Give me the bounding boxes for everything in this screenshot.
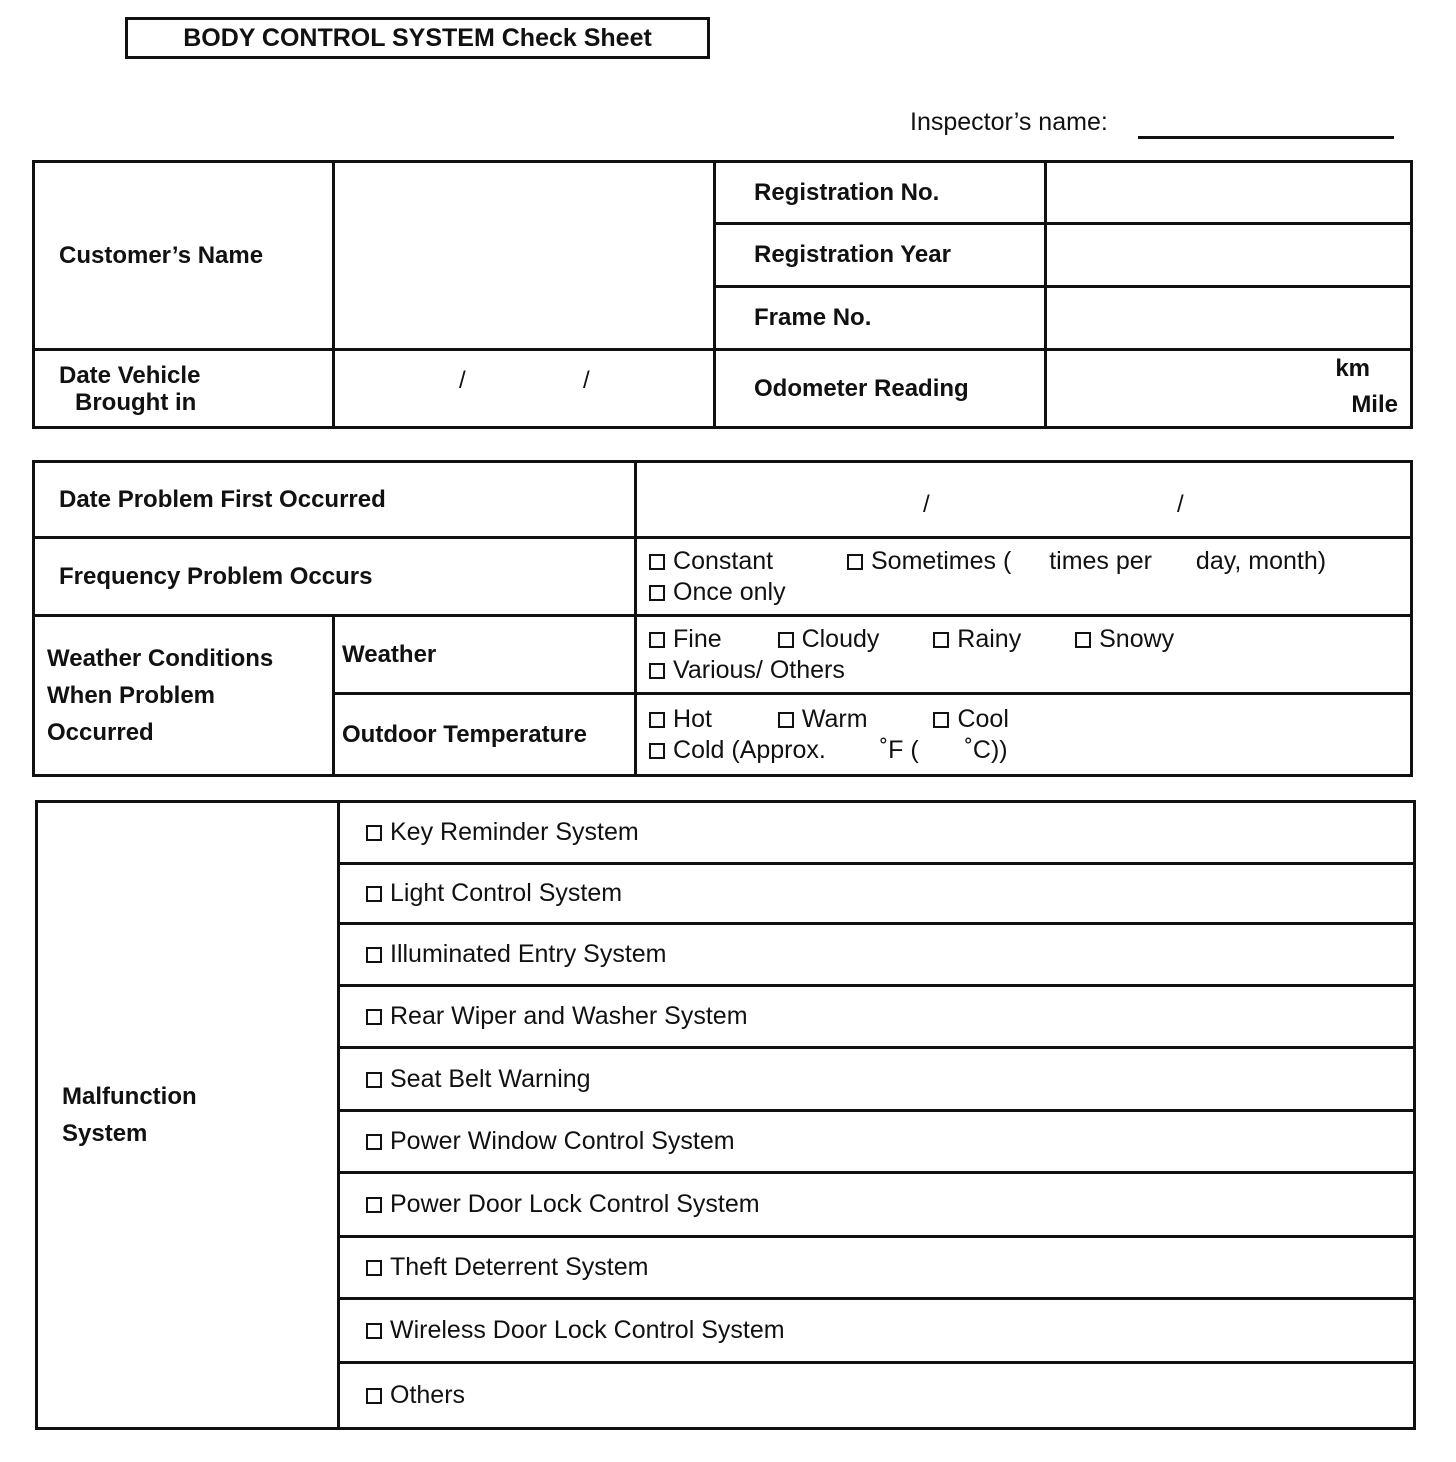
malfunction-item <box>339 1299 1415 1363</box>
freq-day-month-label: day, month) <box>1195 546 1327 575</box>
problem-date-slash-1: / <box>923 491 930 518</box>
weather-label: Weather <box>334 616 636 694</box>
registration-year-field[interactable] <box>1046 224 1412 287</box>
temp-warm-label: Warm <box>801 704 868 733</box>
freq-constant-label: Constant <box>673 546 774 575</box>
malfunction-item-label: Seat Belt Warning <box>390 1064 591 1093</box>
weather-conditions-line3: Occurred <box>47 719 154 746</box>
customers-name-label: Customer’s Name <box>34 162 334 350</box>
problem-date-slash-2: / <box>1177 491 1184 518</box>
malfunction-item-label: Others <box>390 1381 466 1409</box>
malfunction-system-table <box>35 800 1416 1430</box>
date-vehicle-brought-in-field[interactable] <box>334 350 715 428</box>
malfunction-label-line2: System <box>62 1120 148 1147</box>
frequency-problem-occurs-label: Frequency Problem Occurs <box>34 538 636 616</box>
malfunction-label-line1: Malfunction <box>62 1083 197 1110</box>
date-vehicle-line1: Date Vehicle <box>59 361 201 389</box>
malfunction-item <box>339 986 1415 1048</box>
date-slash-1: / <box>459 367 466 394</box>
weather-fine-label: Fine <box>673 624 722 653</box>
frame-no-label: Frame No. <box>715 287 1046 350</box>
checkbox-wireless-door-lock[interactable] <box>366 1323 382 1339</box>
checkbox-various-others[interactable] <box>649 663 665 679</box>
malfunction-item-label: Power Door Lock Control System <box>390 1190 760 1218</box>
temp-celsius-label: ˚C)) <box>964 735 1008 764</box>
malfunction-item-label: Power Window Control System <box>390 1127 735 1155</box>
odometer-km-unit: km <box>1335 355 1370 382</box>
weather-conditions-line2: When Problem <box>47 682 216 709</box>
temp-cold-label: Cold (Approx. <box>673 735 826 764</box>
freq-times-per-label: times per <box>1049 546 1153 575</box>
weather-row-1 <box>649 624 1410 655</box>
checkbox-fine[interactable] <box>649 632 665 648</box>
checkbox-warm[interactable] <box>778 712 794 728</box>
weather-cloudy-label: Cloudy <box>801 624 880 653</box>
outdoor-temperature-label: Outdoor Temperature <box>334 694 636 776</box>
checkbox-sometimes[interactable] <box>847 554 863 570</box>
malfunction-item <box>339 1111 1415 1173</box>
freq-once-only-label: Once only <box>673 577 786 606</box>
checkbox-key-reminder[interactable] <box>366 825 382 841</box>
frame-no-field[interactable] <box>1046 287 1412 350</box>
malfunction-item <box>339 864 1415 924</box>
malfunction-item <box>339 924 1415 986</box>
weather-row-2 <box>649 655 1410 686</box>
temperature-row-2 <box>649 735 1410 766</box>
temperature-row-1 <box>649 704 1410 735</box>
odometer-mile-unit: Mile <box>1351 391 1398 418</box>
weather-snowy-label: Snowy <box>1099 624 1175 653</box>
checkbox-rear-wiper-washer[interactable] <box>366 1009 382 1025</box>
checkbox-cloudy[interactable] <box>778 632 794 648</box>
checkbox-light-control[interactable] <box>366 886 382 902</box>
customer-info-table <box>32 160 1413 429</box>
checkbox-cold[interactable] <box>649 743 665 759</box>
temp-hot-label: Hot <box>673 704 712 733</box>
malfunction-item-label: Wireless Door Lock Control System <box>390 1316 785 1344</box>
malfunction-item <box>339 1048 1415 1111</box>
malfunction-item <box>339 802 1415 864</box>
weather-various-label: Various/ Others <box>673 655 845 684</box>
temp-cool-label: Cool <box>957 704 1009 733</box>
checkbox-hot[interactable] <box>649 712 665 728</box>
checkbox-once-only[interactable] <box>649 585 665 601</box>
date-slash-2: / <box>583 367 590 394</box>
checkbox-rainy[interactable] <box>933 632 949 648</box>
registration-no-field[interactable] <box>1046 162 1412 224</box>
temperature-options <box>636 694 1412 776</box>
odometer-reading-label: Odometer Reading <box>715 350 1046 428</box>
inspector-name-label: Inspector’s name: <box>910 108 1108 136</box>
date-vehicle-line2: Brought in <box>75 388 197 416</box>
customers-name-field[interactable] <box>334 162 715 350</box>
frequency-options <box>636 538 1412 616</box>
malfunction-item <box>339 1363 1415 1429</box>
inspector-name-field[interactable] <box>1138 136 1394 139</box>
page-title: BODY CONTROL SYSTEM Check Sheet <box>125 17 710 59</box>
checkbox-seat-belt-warning[interactable] <box>366 1072 382 1088</box>
checkbox-power-window[interactable] <box>366 1134 382 1150</box>
odometer-reading-field[interactable] <box>1046 350 1412 428</box>
malfunction-item-label: Rear Wiper and Washer System <box>390 1002 748 1030</box>
problem-occurrence-table <box>32 460 1413 777</box>
checkbox-power-door-lock[interactable] <box>366 1197 382 1213</box>
weather-options <box>636 616 1412 694</box>
frequency-row-2 <box>649 577 1410 608</box>
weather-conditions-line1: Weather Conditions <box>47 645 274 672</box>
freq-sometimes-label: Sometimes ( <box>870 546 1012 575</box>
date-problem-first-occurred-field[interactable] <box>636 462 1412 538</box>
temp-fahrenheit-label: ˚F ( <box>879 735 919 764</box>
malfunction-item <box>339 1173 1415 1237</box>
frequency-row-1 <box>649 546 1410 577</box>
malfunction-item-label: Illuminated Entry System <box>390 940 667 968</box>
checkbox-illuminated-entry[interactable] <box>366 947 382 963</box>
weather-conditions-label <box>34 616 334 776</box>
malfunction-item <box>339 1237 1415 1299</box>
malfunction-item-label: Light Control System <box>390 879 623 907</box>
checkbox-cool[interactable] <box>933 712 949 728</box>
registration-year-label: Registration Year <box>715 224 1046 287</box>
checkbox-constant[interactable] <box>649 554 665 570</box>
checkbox-theft-deterrent[interactable] <box>366 1260 382 1276</box>
checkbox-snowy[interactable] <box>1075 632 1091 648</box>
weather-rainy-label: Rainy <box>957 624 1022 653</box>
malfunction-item-label: Key Reminder System <box>390 818 639 846</box>
malfunction-item-label: Theft Deterrent System <box>390 1253 649 1281</box>
date-problem-first-occurred-label: Date Problem First Occurred <box>34 462 636 538</box>
registration-no-label: Registration No. <box>715 162 1046 224</box>
date-vehicle-brought-in-label <box>34 350 334 428</box>
malfunction-system-label <box>37 802 339 1429</box>
checkbox-others[interactable] <box>366 1388 382 1404</box>
